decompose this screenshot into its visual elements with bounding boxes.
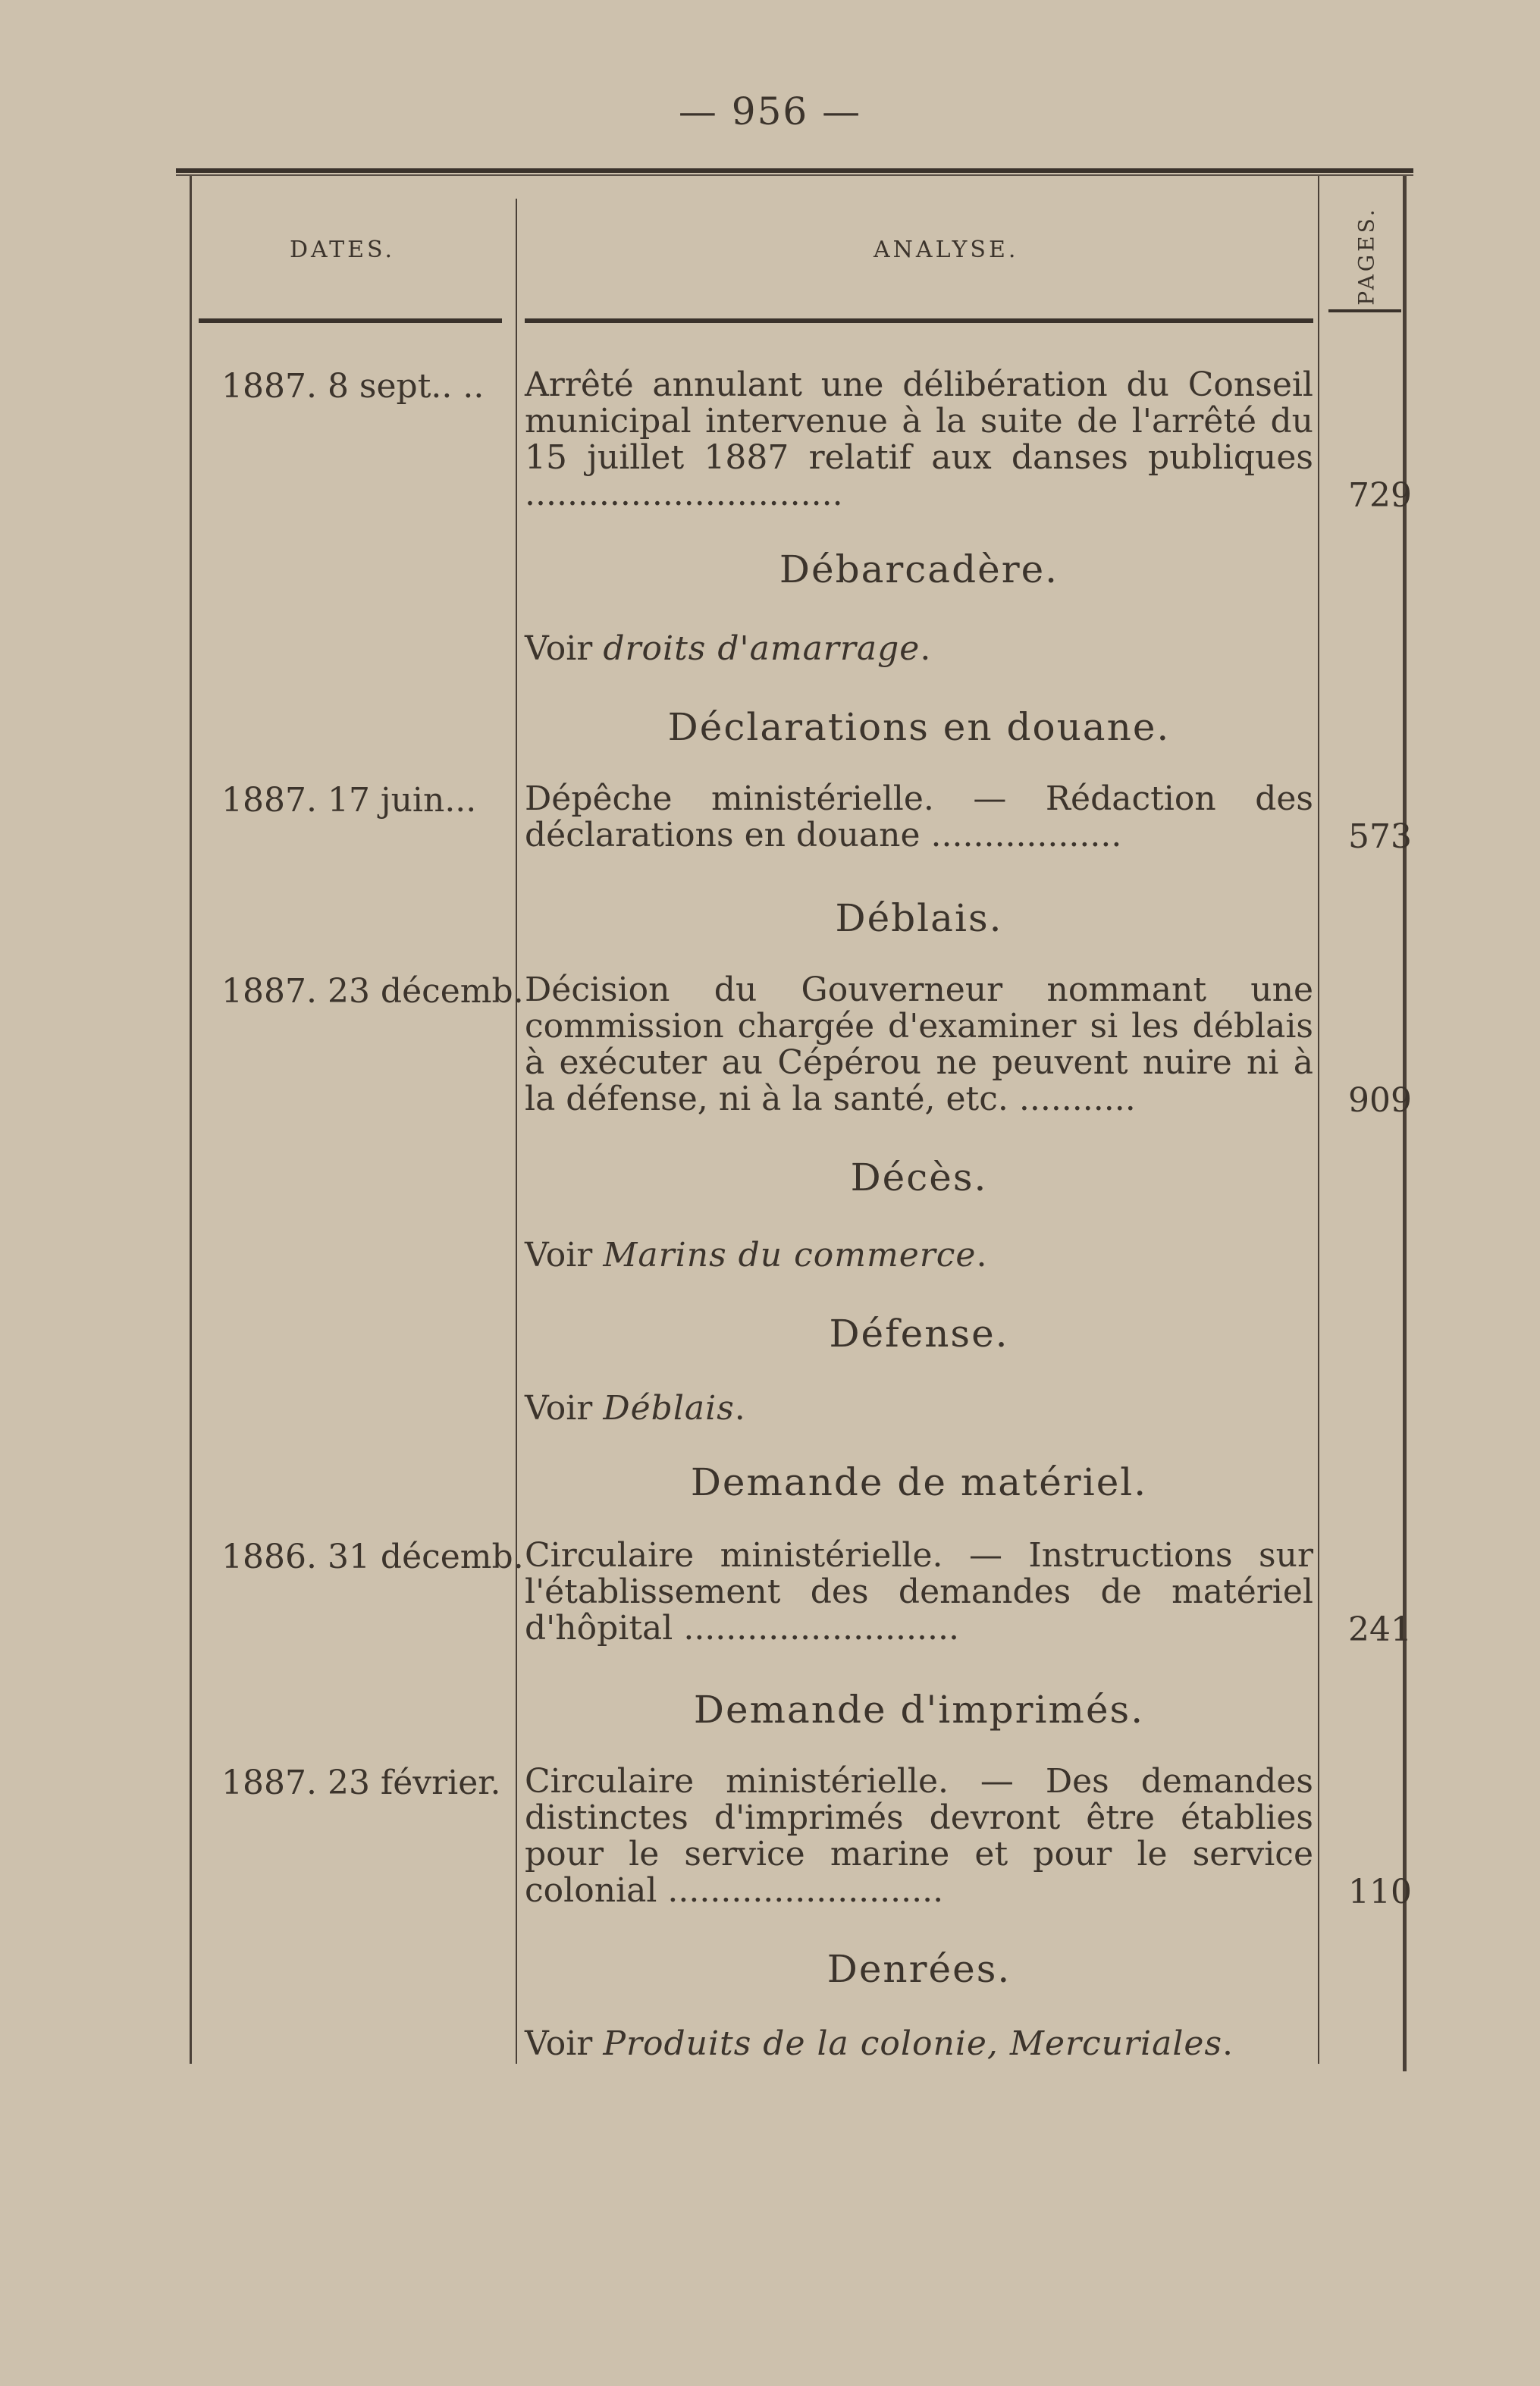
entry-analysis: Circulaire ministérielle. — Instructions sur l'établissement des demandes de matériel d'hôpital ..........................: [525, 1536, 1313, 1648]
entry-date: 1887. 23 décemb.: [221, 972, 524, 1011]
entry-page: 909: [1348, 1081, 1412, 1120]
section-heading: Déblais.: [835, 896, 1003, 940]
entry-date: 1887. 17 juin...: [221, 781, 477, 820]
page-number: — 956 —: [678, 89, 862, 133]
entry-analysis: Dépêche ministérielle. — Rédaction des déclarations en douane ..................: [525, 779, 1313, 854]
section-heading: Défense.: [829, 1312, 1009, 1356]
entry-date: 1887. 23 février.: [221, 1764, 501, 1802]
header-rule-dates: [199, 318, 502, 323]
cross-reference: Voir Marins du commerce.: [525, 1236, 987, 1275]
right-border: [1403, 176, 1407, 2071]
table-top-rule: [176, 168, 1413, 173]
section-heading: Décès.: [850, 1155, 988, 1199]
header-pages-label: PAGES.: [1353, 205, 1379, 306]
left-border: [190, 176, 192, 2064]
section-heading: Débarcadère.: [779, 547, 1059, 591]
entry-page: 573: [1348, 817, 1412, 856]
entry-analysis: Décision du Gouverneur nommant une commission chargée d'examiner si les déblais à exécuter au Cépérou ne peuvent nuire ni à la défense, ni à la santé, etc. ...........: [525, 970, 1313, 1118]
header-pages: [1328, 199, 1404, 312]
section-heading: Denrées.: [826, 1947, 1012, 1991]
entry-page: 110: [1348, 1873, 1412, 1911]
entry-date: 1886. 31 décemb.: [221, 1538, 524, 1576]
entry-page: 729: [1348, 476, 1412, 515]
entry-page: 241: [1348, 1610, 1412, 1649]
section-heading: Demande de matériel.: [690, 1460, 1148, 1504]
header-rule-analyse: [525, 318, 1313, 323]
header-analyse: ANALYSE.: [874, 237, 1019, 263]
entry-analysis: Circulaire ministérielle. — Des demandes distinctes d'imprimés devront être établies pour le service marine et pour le service colonial ..........................: [525, 1762, 1313, 1910]
analyse-column-divider: [1318, 176, 1319, 2064]
entry-analysis: Arrêté annulant une délibération du Conseil municipal intervenue à la suite de l'arrêté du 15 juillet 1887 relatif aux danses publiques ..............................: [525, 365, 1313, 513]
cross-reference: Voir Déblais.: [525, 1389, 745, 1428]
table-top-rule-thin: [176, 174, 1413, 176]
header-rule-pages: [1328, 309, 1401, 312]
header-dates: DATES.: [290, 237, 396, 263]
section-heading: Déclarations en douane.: [667, 705, 1171, 749]
cross-reference: Voir Produits de la colonie, Mercuriales.: [525, 2024, 1234, 2063]
cross-reference: Voir droits d'amarrage.: [525, 629, 931, 668]
index-table: [176, 168, 1413, 2071]
entry-date: 1887. 8 sept.. ..: [221, 367, 485, 406]
section-heading: Demande d'imprimés.: [693, 1688, 1145, 1732]
dates-column-divider: [516, 199, 517, 2064]
